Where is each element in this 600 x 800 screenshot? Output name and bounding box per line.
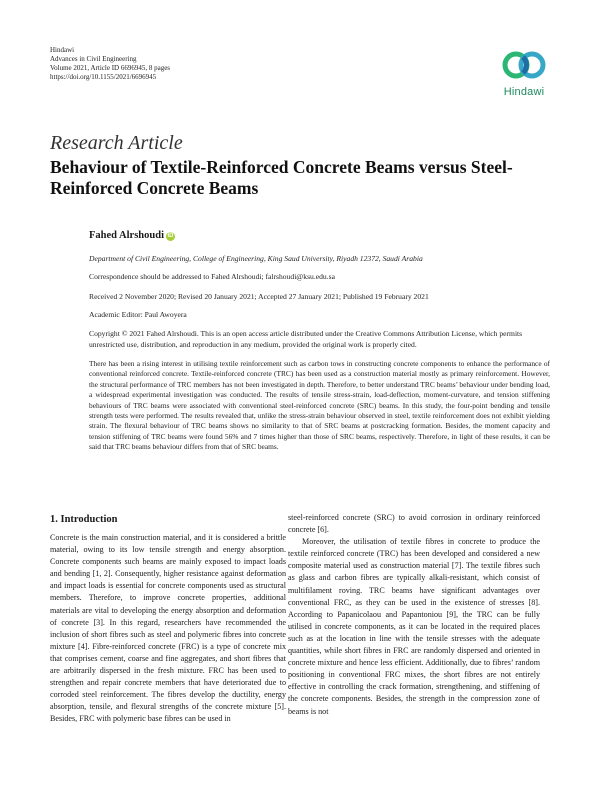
abstract: There has been a rising interest in utilising textile reinforcement such as carbon tows in constructing concrete components to enhance the performance of conventional reinforced concrete. Textile-reinforced concrete (TRC) has been used as a construction material mostly as primary reinforcement. However, the structural performance of TRC members has not been investigated in depth. Therefore, to better understand TRC beams’ behaviour under bending load, a widespread experimental investigation was conducted. The results of tensile stress-strain, load-deflection, moment-curvature, and tension stiffening behaviours of TRC beams were associated with conventional steel-reinforced concrete (SRC) beams. In this study, the four-point bending and tensile strength tests were performed. The results revealed that, unlike the stress-strain behaviour observed in steel, textile reinforcement does not exhibit yielding strain. The flexural behaviour of TRC beams shows no similarity to that of SRC beams at postcracking formation. Besides, the moment capacity and tension stiffening of TRC beams were found 56% and 7 times higher than those of SRC beams, respectively. Therefore, in light of these results, it can be said that TRC beams behaviour differs from that of SRC beams.: [89, 359, 550, 452]
intro-paragraph: Concrete is the main construction material, and it is considered a brittle material, owing to its low tensile strength and energy absorption. Concrete components such beams are mainly exposed to impact loads and bending [1, 2]. Consequently, higher resistance against deformation and impact loads is essential for concrete components used as structural members. Therefore, to improve concrete properties, additional materials are vital to developing the energy absorption and deformation of concrete [3]. In this regard, researchers have recommended the inclusion of short fibres such as steel and polymeric fibres into concrete mixture [4]. Fibre-reinforced concrete (FRC) is a type of concrete mix that comprises cement, coarse and fine aggregates, and short fibres that are arbitrarily dispersed in the fresh mixture. FRC has been used to strengthen and repair concrete members that have deteriorated due to corroded steel reinforcement. The fibres develop the ductility, energy absorption, tensile, and flexural strengths of the concrete mixture [5]. Besides, FRC with polymeric base fibres can be used in: [50, 533, 286, 724]
intro-left-column: [50, 532, 286, 726]
paper-title: Behaviour of Textile-Reinforced Concrete Beams versus Steel-Reinforced Concrete Beams: [50, 157, 513, 198]
author-name[interactable]: Fahed Alrshoudi: [89, 230, 164, 241]
hindawi-logo-text: Hindawi: [503, 86, 545, 98]
section-heading-introduction: 1. Introduction: [50, 514, 118, 525]
copyright-notice: Copyright © 2021 Fahed Alrshoudi. This is an open access article distributed under the Creative Commons Attribution License, which permits unrestricted use, distribution, and reproduction in any medium, provided the original work is properly cited.: [89, 329, 523, 349]
journal-info: [50, 46, 170, 82]
affiliation: Department of Civil Engineering, College of Engineering, King Saud University, Riyadh 12372, Saudi Arabia: [89, 254, 423, 263]
author-line: [89, 230, 175, 241]
journal-name: Advances in Civil Engineering: [50, 55, 137, 63]
article-type: Research Article: [50, 132, 183, 154]
intro-paragraph-continued: steel-reinforced concrete (SRC) to avoid corrosion in ordinary reinforced concrete [6].: [288, 513, 540, 535]
journal-doi[interactable]: https://doi.org/10.1155/2021/6696945: [50, 73, 157, 81]
academic-editor: Academic Editor: Paul Awoyera: [89, 310, 187, 319]
intro-paragraph-2: Moreover, the utilisation of textile fibres in concrete to produce the textile reinforced concrete (TRC) has been developed and considered a new composite material used as construction material [7]. The textile fibres such as glass and carbon fibres are typically alkali-resistant, which consist of multifilament roving. TRC beams have significant advantages over conventional FRC, as they can be used in the existence of stresses [8]. According to Papanicolaou and Papantoniou [9], the TRC can be fully utilised in concrete components, as it can be located in the required places such as at the location in line with the tensile stresses with the adequate quantities, while short fibres in FRC are randomly dispersed and oriented in concrete mixture and hence less efficient. Additionally, due to fibres’ random positioning in conventional FRC mixes, the short fibres are not entirely effective in controlling the crack formation, strengthening, and stiffening of the concrete components. Besides, the strength in the compression zone of beams is not: [288, 537, 540, 716]
correspondence: Correspondence should be addressed to Fahed Alrshoudi; falrshoudi@ksu.edu.sa: [89, 272, 335, 281]
intro-right-column: [288, 512, 540, 718]
hindawi-logo[interactable]: [494, 46, 554, 106]
journal-volume: Volume 2021, Article ID 6696945, 8 pages: [50, 64, 171, 72]
orcid-icon[interactable]: iD: [167, 233, 174, 239]
journal-publisher: Hindawi: [50, 46, 75, 54]
hindawi-logo-icon: [494, 46, 554, 86]
dates: Received 2 November 2020; Revised 20 January 2021; Accepted 27 January 2021; Published 19 February 2021: [89, 292, 429, 301]
